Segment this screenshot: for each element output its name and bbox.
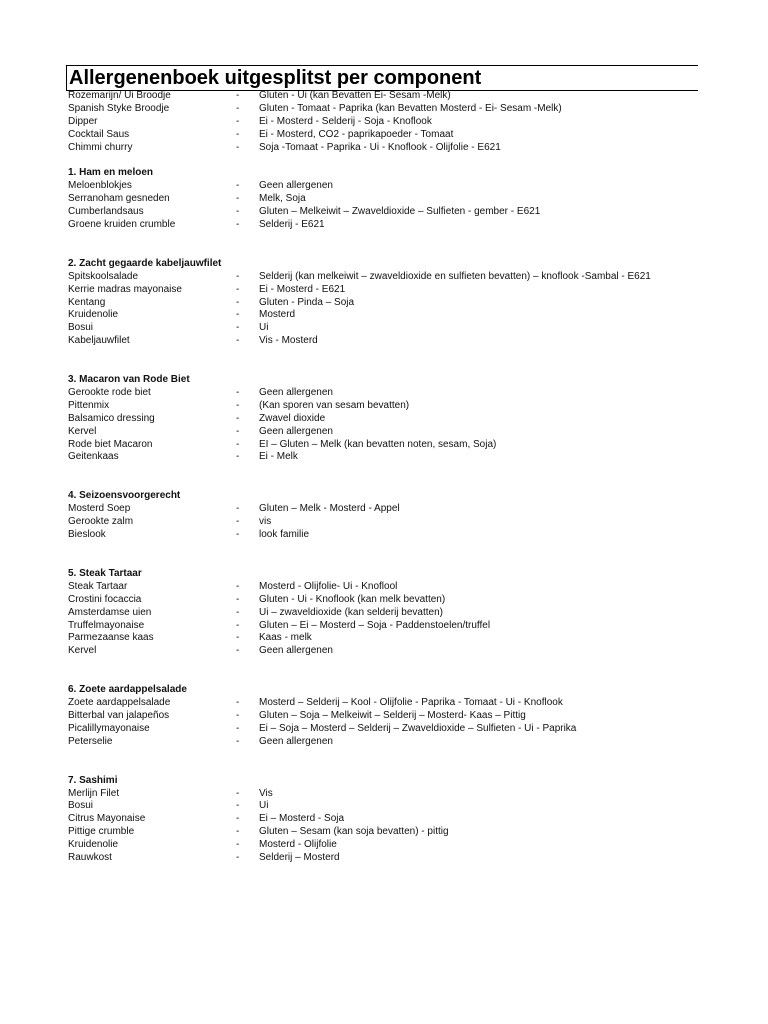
allergen-row (68, 309, 748, 322)
allergen-row (68, 723, 748, 736)
separator-dash: - (236, 619, 240, 631)
section-title: 2. Zacht gegaarde kabeljauwfilet (68, 257, 222, 269)
allergen-row (68, 800, 748, 813)
allergen-row (68, 297, 748, 310)
component-name: Crostini focaccia (68, 593, 142, 605)
component-name: Pittige crumble (68, 826, 135, 838)
component-name: Merlijn Filet (68, 787, 120, 799)
allergen-list: Ei - Mosterd - E621 (259, 283, 346, 295)
component-name: Picalillymayonaise (68, 722, 150, 734)
allergen-row (68, 180, 748, 193)
component-name: Rozemarijn/ Ui Broodje (68, 90, 171, 101)
separator-dash: - (236, 206, 240, 218)
allergen-row (68, 516, 748, 529)
allergen-list: Mosterd - Olijfolie- Ui - Knoflool (259, 580, 398, 592)
allergen-row (68, 607, 748, 620)
allergen-list: Soja -Tomaat - Paprika - Ui - Knoflook - Olijfolie - E621 (259, 141, 501, 153)
section-gap (68, 749, 748, 775)
separator-dash: - (236, 580, 240, 592)
allergen-row (68, 839, 748, 852)
separator-dash: - (236, 645, 240, 657)
component-name: Balsamico dressing (68, 412, 155, 424)
separator-dash: - (236, 529, 240, 541)
component-name: Pittenmix (68, 399, 110, 411)
component-name: Mosterd Soep (68, 503, 131, 515)
section-title: 4. Seizoensvoorgerecht (68, 490, 181, 502)
allergen-row (68, 322, 748, 335)
allergen-list: Geen allergenen (259, 180, 333, 192)
component-name: Kerrie madras mayonaise (68, 283, 182, 295)
separator-dash: - (236, 800, 240, 812)
allergen-row (68, 193, 748, 206)
component-name: Rode biet Macaron (68, 438, 153, 450)
separator-dash: - (236, 722, 240, 734)
separator-dash: - (236, 90, 240, 101)
component-name: Parmezaanse kaas (68, 632, 154, 644)
component-name: Spitskoolsalade (68, 270, 139, 282)
allergen-row (68, 116, 748, 129)
component-name: Gerookte rode biet (68, 387, 151, 399)
allergen-list: Vis (259, 787, 273, 799)
component-name: Kruidenolie (68, 839, 119, 851)
allergen-list: Gluten - Tomaat - Paprika (kan Bevatten Mosterd - Ei- Sesam -Melk) (259, 102, 562, 114)
allergen-list: Selderij – Mosterd (259, 851, 340, 863)
component-name: Kervel (68, 645, 97, 657)
separator-dash: - (236, 606, 240, 618)
separator-dash: - (236, 193, 240, 205)
separator-dash: - (236, 503, 240, 515)
component-name: Cumberlandsaus (68, 206, 144, 218)
allergen-list: Mosterd - Olijfolie (259, 839, 337, 851)
separator-dash: - (236, 709, 240, 721)
component-name: Kentang (68, 296, 106, 308)
component-name: Bitterbal van jalapeños (68, 709, 170, 721)
component-name: Bieslook (68, 529, 106, 541)
allergen-list: Gluten – Soja – Melkeiwit – Selderij – Mosterd- Kaas – Pittig (259, 709, 526, 721)
component-name: Kabeljauwfilet (68, 335, 130, 347)
allergen-list: Ei – Soja – Mosterd – Selderij – Zwaveldioxide – Sulfieten - Ui - Paprika (259, 722, 577, 734)
section-gap (68, 232, 748, 258)
allergen-row (68, 736, 748, 749)
allergen-row (68, 284, 748, 297)
allergen-row (68, 852, 748, 865)
allergen-list: Ui – zwaveldioxide (kan selderij bevatten) (259, 606, 443, 618)
allergen-list: Zwavel dioxide (259, 412, 326, 424)
section-title: 7. Sashimi (68, 774, 118, 786)
allergen-row (68, 387, 748, 400)
separator-dash: - (236, 516, 240, 528)
section-title: 5. Steak Tartaar (68, 567, 142, 579)
separator-dash: - (236, 787, 240, 799)
allergen-row (68, 813, 748, 826)
component-name: Zoete aardappelsalade (68, 697, 171, 709)
section-gap (68, 348, 748, 374)
component-name: Bosui (68, 322, 94, 334)
separator-dash: - (236, 813, 240, 825)
component-name: Kruidenolie (68, 309, 119, 321)
allergen-row (68, 103, 748, 116)
allergen-list: Gluten - Ui (kan Bevatten Ei- Sesam -Melk) (259, 90, 451, 101)
component-name: Spanish Styke Broodje (68, 102, 170, 114)
component-name: Serranoham gesneden (68, 193, 170, 205)
separator-dash: - (236, 270, 240, 282)
allergen-list: Geen allergenen (259, 387, 333, 399)
allergen-row (68, 620, 748, 633)
component-name: Chimmi churry (68, 141, 133, 153)
allergen-row (68, 219, 748, 232)
allergen-row (68, 335, 748, 348)
separator-dash: - (236, 697, 240, 709)
component-name: Cocktail Saus (68, 128, 130, 140)
allergen-row (68, 503, 748, 516)
component-name: Amsterdamse uien (68, 606, 152, 618)
component-name: Rauwkost (68, 851, 112, 863)
separator-dash: - (236, 632, 240, 644)
component-name: Citrus Mayonaise (68, 813, 146, 825)
document-title: Allergenenboek uitgesplitst per component (69, 67, 482, 89)
intro-list (68, 90, 748, 154)
allergen-list: look familie (259, 529, 310, 541)
separator-dash: - (236, 593, 240, 605)
allergen-row (68, 142, 748, 155)
component-name: Steak Tartaar (68, 580, 128, 592)
section-title: 6. Zoete aardappelsalade (68, 684, 187, 696)
allergen-list: Gluten - Ui - Knoflook (kan melk bevatten) (259, 593, 446, 605)
allergen-list: (Kan sporen van sesam bevatten) (259, 399, 410, 411)
allergen-row (68, 826, 748, 839)
allergen-list: Gluten – Ei – Mosterd – Soja - Paddenstoelen/truffel (259, 619, 491, 631)
allergen-row (68, 529, 748, 542)
separator-dash: - (236, 412, 240, 424)
title-box (66, 65, 698, 91)
section-gap (68, 542, 748, 568)
section-title: 1. Ham en meloen (68, 167, 154, 179)
allergen-list: EI – Gluten – Melk (kan bevatten noten, sesam, Soja) (259, 438, 497, 450)
component-name: Peterselie (68, 735, 113, 747)
separator-dash: - (236, 851, 240, 863)
separator-dash: - (236, 309, 240, 321)
allergen-list: Ui (259, 322, 269, 334)
allergen-list: Geen allergenen (259, 425, 333, 437)
allergen-row (68, 594, 748, 607)
allergen-row (68, 788, 748, 801)
allergen-list: Kaas - melk (259, 632, 312, 644)
allergen-row (68, 581, 748, 594)
separator-dash: - (236, 141, 240, 153)
allergen-list: Ei – Mosterd - Soja (259, 813, 345, 825)
separator-dash: - (236, 399, 240, 411)
allergen-list: Ei - Melk (259, 451, 298, 463)
separator-dash: - (236, 335, 240, 347)
allergen-row (68, 426, 748, 439)
allergen-list: Vis - Mosterd (259, 335, 318, 347)
allergen-list: Mosterd (259, 309, 296, 321)
allergen-list: Ui (259, 800, 269, 812)
allergen-list: Geen allergenen (259, 645, 333, 657)
component-name: Bosui (68, 800, 94, 812)
allergen-row (68, 451, 748, 464)
sections-list (68, 154, 748, 864)
allergen-row (68, 90, 748, 103)
separator-dash: - (236, 735, 240, 747)
separator-dash: - (236, 438, 240, 450)
component-name: Groene kruiden crumble (68, 219, 176, 231)
separator-dash: - (236, 322, 240, 334)
separator-dash: - (236, 826, 240, 838)
allergen-list: Ei - Mosterd, CO2 - paprikapoeder - Tomaat (259, 128, 454, 140)
allergen-list: Selderij - E621 (259, 219, 325, 231)
separator-dash: - (236, 839, 240, 851)
component-name: Geitenkaas (68, 451, 119, 463)
allergen-row (68, 413, 748, 426)
allergen-list: Melk, Soja (259, 193, 306, 205)
separator-dash: - (236, 296, 240, 308)
separator-dash: - (236, 115, 240, 127)
separator-dash: - (236, 451, 240, 463)
separator-dash: - (236, 219, 240, 231)
section-gap (68, 464, 748, 490)
allergen-row (68, 439, 748, 452)
allergen-row (68, 271, 748, 284)
separator-dash: - (236, 283, 240, 295)
component-name: Kervel (68, 425, 97, 437)
section-title: 3. Macaron van Rode Biet (68, 374, 190, 386)
separator-dash: - (236, 102, 240, 114)
allergen-list: Mosterd – Selderij – Kool - Olijfolie - Paprika - Tomaat - Ui - Knoflook (259, 697, 563, 709)
allergen-list: Gluten – Melkeiwit – Zwaveldioxide – Sulfieten - gember - E621 (259, 206, 541, 218)
component-name: Meloenblokjes (68, 180, 132, 192)
separator-dash: - (236, 387, 240, 399)
separator-dash: - (236, 425, 240, 437)
allergen-row (68, 645, 748, 658)
allergen-row (68, 129, 748, 142)
allergen-list: Gluten – Sesam (kan soja bevatten) - pittig (259, 826, 449, 838)
separator-dash: - (236, 128, 240, 140)
allergen-row (68, 632, 748, 645)
allergen-list: Geen allergenen (259, 735, 333, 747)
allergen-content (68, 90, 748, 865)
allergen-list: Selderij (kan melkeiwit – zwaveldioxide en sulfieten bevatten) – knoflook -Sambal - E621 (259, 270, 651, 282)
separator-dash: - (236, 180, 240, 192)
component-name: Dipper (68, 115, 98, 127)
allergen-list: Gluten - Pinda – Soja (259, 296, 355, 308)
allergen-list: vis (259, 516, 272, 528)
allergen-row (68, 710, 748, 723)
component-name: Truffelmayonaise (68, 619, 145, 631)
allergen-row (68, 697, 748, 710)
component-name: Gerookte zalm (68, 516, 134, 528)
allergen-row (68, 400, 748, 413)
allergen-list: Gluten – Melk - Mosterd - Appel (259, 503, 400, 515)
section-gap (68, 154, 748, 167)
allergen-list: Ei - Mosterd - Selderij - Soja - Knoflook (259, 115, 432, 127)
section-gap (68, 658, 748, 684)
allergen-row (68, 206, 748, 219)
